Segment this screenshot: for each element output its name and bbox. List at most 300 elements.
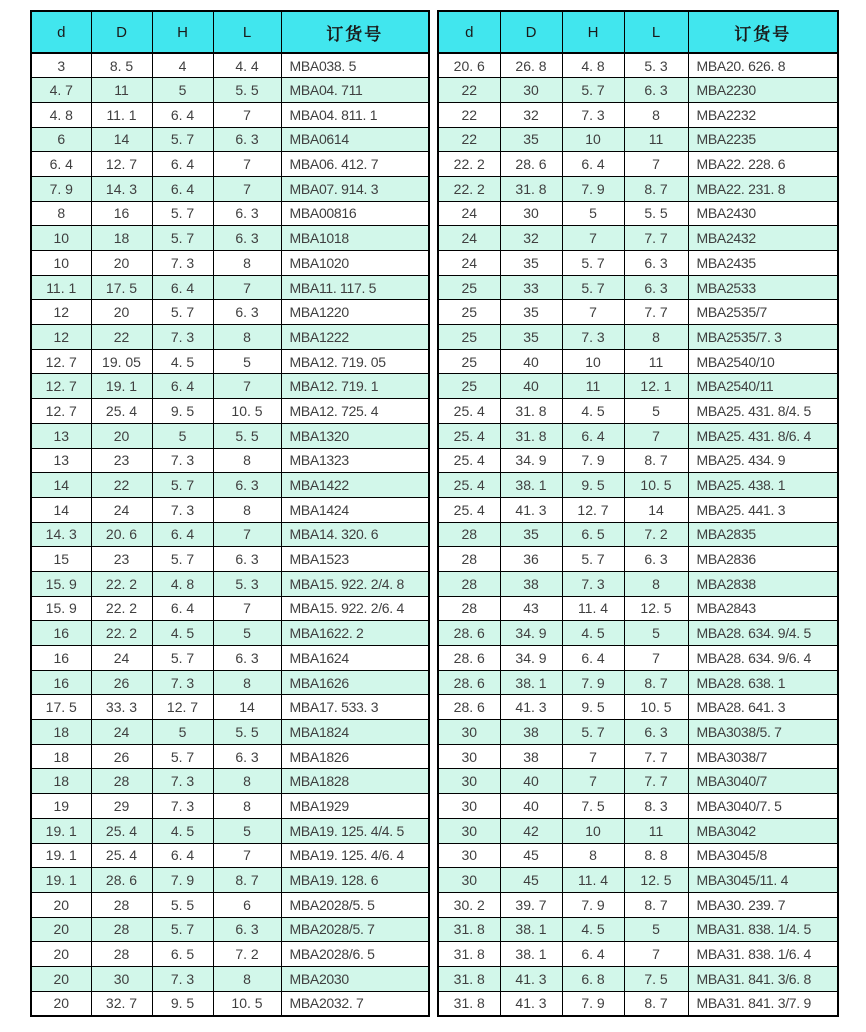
table-row xyxy=(438,251,838,276)
cell-d: 28. 6 xyxy=(438,621,500,646)
cell-l: 8 xyxy=(213,497,281,522)
cell-order-no: MBA1020 xyxy=(281,251,429,276)
cell-h: 4. 5 xyxy=(152,818,213,843)
cell-h: 11. 4 xyxy=(562,868,624,893)
cell-l: 14 xyxy=(213,695,281,720)
table-row xyxy=(31,102,429,127)
cell-h: 7. 3 xyxy=(152,251,213,276)
cell-order-no: MBA2028/5. 7 xyxy=(281,917,429,942)
cell-l: 7. 7 xyxy=(624,226,688,251)
table-row xyxy=(438,991,838,1016)
cell-h: 9. 5 xyxy=(562,473,624,498)
cell-order-no: MBA1422 xyxy=(281,473,429,498)
cell-order-no: MBA2838 xyxy=(688,571,838,596)
table-row xyxy=(31,744,429,769)
cell-h: 10 xyxy=(562,818,624,843)
cell-d: 31. 8 xyxy=(438,991,500,1016)
cell-l: 5 xyxy=(213,349,281,374)
table-row xyxy=(438,547,838,572)
cell-d: 25 xyxy=(438,374,500,399)
cell-h: 7. 3 xyxy=(152,448,213,473)
cell-d: 22 xyxy=(438,102,500,127)
cell-l: 6 xyxy=(213,892,281,917)
cell-d: 41. 3 xyxy=(500,497,562,522)
cell-h: 5. 7 xyxy=(152,473,213,498)
table-row xyxy=(438,497,838,522)
cell-order-no: MBA31. 838. 1/4. 5 xyxy=(688,917,838,942)
cell-order-no: MBA12. 725. 4 xyxy=(281,399,429,424)
cell-order-no: MBA25. 431. 8/4. 5 xyxy=(688,399,838,424)
cell-d: 30 xyxy=(438,868,500,893)
cell-l: 8 xyxy=(213,769,281,794)
cell-d: 25 xyxy=(438,300,500,325)
table-row xyxy=(31,201,429,226)
cell-h: 11. 4 xyxy=(562,596,624,621)
cell-l: 7 xyxy=(213,275,281,300)
cell-order-no: MBA3040/7 xyxy=(688,769,838,794)
cell-d: 35 xyxy=(500,325,562,350)
cell-h: 4. 5 xyxy=(152,349,213,374)
table-row xyxy=(31,892,429,917)
column-header-order-no: 订货号 xyxy=(281,11,429,53)
cell-d: 24 xyxy=(91,720,152,745)
cell-d: 28 xyxy=(438,571,500,596)
cell-order-no: MBA2435 xyxy=(688,251,838,276)
cell-h: 5. 7 xyxy=(152,226,213,251)
cell-order-no: MBA11. 117. 5 xyxy=(281,275,429,300)
cell-order-no: MBA2835 xyxy=(688,522,838,547)
cell-d: 19. 1 xyxy=(91,374,152,399)
table-row xyxy=(438,349,838,374)
table-row xyxy=(438,571,838,596)
cell-l: 8 xyxy=(213,251,281,276)
cell-order-no: MBA14. 320. 6 xyxy=(281,522,429,547)
table-row xyxy=(438,325,838,350)
table-row xyxy=(438,892,838,917)
cell-l: 8. 7 xyxy=(624,176,688,201)
cell-d: 29 xyxy=(91,794,152,819)
cell-order-no: MBA2843 xyxy=(688,596,838,621)
cell-l: 5. 3 xyxy=(213,571,281,596)
table-row xyxy=(438,794,838,819)
cell-order-no: MBA25. 434. 9 xyxy=(688,448,838,473)
cell-order-no: MBA1828 xyxy=(281,769,429,794)
cell-l: 8 xyxy=(213,670,281,695)
cell-l: 11 xyxy=(624,127,688,152)
cell-d: 10 xyxy=(31,251,91,276)
cell-h: 7. 3 xyxy=(152,794,213,819)
cell-d: 39. 7 xyxy=(500,892,562,917)
cell-d: 35 xyxy=(500,522,562,547)
cell-order-no: MBA2028/5. 5 xyxy=(281,892,429,917)
table-row xyxy=(31,942,429,967)
cell-h: 10 xyxy=(562,127,624,152)
cell-order-no: MBA20. 626. 8 xyxy=(688,53,838,78)
table-row xyxy=(438,868,838,893)
cell-l: 6. 3 xyxy=(213,547,281,572)
cell-d: 11 xyxy=(91,78,152,103)
cell-d: 14. 3 xyxy=(31,522,91,547)
cell-d: 30 xyxy=(91,966,152,991)
cell-order-no: MBA3045/8 xyxy=(688,843,838,868)
cell-order-no: MBA28. 641. 3 xyxy=(688,695,838,720)
table-row xyxy=(438,744,838,769)
table-row xyxy=(31,843,429,868)
cell-order-no: MBA2235 xyxy=(688,127,838,152)
cell-d: 24 xyxy=(91,497,152,522)
cell-order-no: MBA28. 638. 1 xyxy=(688,670,838,695)
cell-h: 5 xyxy=(562,201,624,226)
cell-h: 7. 9 xyxy=(152,868,213,893)
cell-l: 12. 5 xyxy=(624,868,688,893)
cell-h: 7. 3 xyxy=(562,571,624,596)
cell-l: 8 xyxy=(624,102,688,127)
cell-h: 7. 9 xyxy=(562,176,624,201)
cell-h: 5. 7 xyxy=(562,720,624,745)
cell-d: 30 xyxy=(438,794,500,819)
cell-l: 10. 5 xyxy=(213,399,281,424)
cell-d: 28 xyxy=(91,892,152,917)
column-header-h: H xyxy=(152,11,213,53)
cell-d: 19. 1 xyxy=(31,843,91,868)
cell-h: 4. 5 xyxy=(152,621,213,646)
cell-order-no: MBA1320 xyxy=(281,423,429,448)
cell-d: 43 xyxy=(500,596,562,621)
cell-d: 28. 6 xyxy=(438,670,500,695)
table-header xyxy=(31,11,429,53)
cell-d: 25. 4 xyxy=(91,399,152,424)
table-row xyxy=(438,53,838,78)
table-row xyxy=(438,843,838,868)
cell-h: 6. 4 xyxy=(152,102,213,127)
table-row xyxy=(31,571,429,596)
column-header-d: d xyxy=(31,11,91,53)
table-row xyxy=(31,917,429,942)
cell-d: 19. 1 xyxy=(31,868,91,893)
cell-h: 7. 3 xyxy=(562,102,624,127)
cell-d: 32. 7 xyxy=(91,991,152,1016)
cell-h: 5. 7 xyxy=(152,127,213,152)
table-row xyxy=(31,448,429,473)
cell-h: 8 xyxy=(562,843,624,868)
cell-d: 16 xyxy=(91,201,152,226)
table-row xyxy=(438,423,838,448)
cell-h: 6. 8 xyxy=(562,966,624,991)
cell-d: 24 xyxy=(438,251,500,276)
table-row xyxy=(438,127,838,152)
cell-d: 26 xyxy=(91,744,152,769)
cell-d: 33. 3 xyxy=(91,695,152,720)
column-header-d: D xyxy=(91,11,152,53)
table-row xyxy=(31,473,429,498)
cell-d: 12. 7 xyxy=(31,374,91,399)
cell-d: 17. 5 xyxy=(91,275,152,300)
table-row xyxy=(31,670,429,695)
cell-l: 4. 4 xyxy=(213,53,281,78)
cell-d: 28 xyxy=(438,596,500,621)
cell-d: 31. 8 xyxy=(500,176,562,201)
table-body xyxy=(31,53,429,1016)
cell-h: 5. 7 xyxy=(562,251,624,276)
cell-d: 41. 3 xyxy=(500,991,562,1016)
cell-d: 45 xyxy=(500,868,562,893)
cell-h: 7 xyxy=(562,744,624,769)
cell-order-no: MBA30. 239. 7 xyxy=(688,892,838,917)
cell-h: 7. 3 xyxy=(152,497,213,522)
cell-d: 12 xyxy=(31,300,91,325)
cell-d: 30 xyxy=(438,769,500,794)
cell-order-no: MBA2535/7. 3 xyxy=(688,325,838,350)
cell-l: 5 xyxy=(624,621,688,646)
table-row xyxy=(31,374,429,399)
cell-d: 30. 2 xyxy=(438,892,500,917)
column-header-d: D xyxy=(500,11,562,53)
cell-d: 22 xyxy=(91,325,152,350)
cell-order-no: MBA28. 634. 9/6. 4 xyxy=(688,646,838,671)
cell-d: 25 xyxy=(438,275,500,300)
table-row xyxy=(31,497,429,522)
cell-h: 7. 3 xyxy=(152,966,213,991)
cell-d: 41. 3 xyxy=(500,695,562,720)
cell-d: 8 xyxy=(31,201,91,226)
cell-h: 6. 4 xyxy=(152,176,213,201)
cell-d: 12. 7 xyxy=(31,399,91,424)
table-row xyxy=(31,695,429,720)
cell-l: 7 xyxy=(213,176,281,201)
cell-d: 8. 5 xyxy=(91,53,152,78)
table-row xyxy=(31,176,429,201)
cell-l: 6. 3 xyxy=(213,473,281,498)
table-row xyxy=(31,868,429,893)
table-row xyxy=(31,399,429,424)
cell-l: 5 xyxy=(213,621,281,646)
cell-d: 20 xyxy=(31,966,91,991)
cell-l: 7 xyxy=(213,102,281,127)
cell-d: 19. 05 xyxy=(91,349,152,374)
cell-d: 24 xyxy=(91,646,152,671)
cell-d: 19 xyxy=(31,794,91,819)
table-row xyxy=(31,720,429,745)
table-row xyxy=(31,78,429,103)
cell-order-no: MBA0614 xyxy=(281,127,429,152)
cell-l: 5. 5 xyxy=(213,78,281,103)
table-row xyxy=(31,818,429,843)
cell-d: 38 xyxy=(500,720,562,745)
cell-d: 15. 9 xyxy=(31,571,91,596)
table-row xyxy=(438,275,838,300)
table-row xyxy=(31,966,429,991)
table-row xyxy=(438,374,838,399)
cell-d: 35 xyxy=(500,251,562,276)
cell-d: 10 xyxy=(31,226,91,251)
cell-l: 7 xyxy=(213,152,281,177)
cell-l: 10. 5 xyxy=(624,473,688,498)
cell-order-no: MBA31. 841. 3/6. 8 xyxy=(688,966,838,991)
cell-l: 8 xyxy=(624,571,688,596)
cell-d: 28 xyxy=(91,917,152,942)
cell-d: 20 xyxy=(91,300,152,325)
cell-d: 20 xyxy=(31,917,91,942)
cell-d: 18 xyxy=(31,769,91,794)
table-row xyxy=(438,78,838,103)
cell-order-no: MBA2540/11 xyxy=(688,374,838,399)
table-row xyxy=(438,448,838,473)
cell-order-no: MBA2030 xyxy=(281,966,429,991)
cell-order-no: MBA1424 xyxy=(281,497,429,522)
cell-order-no: MBA12. 719. 1 xyxy=(281,374,429,399)
cell-d: 25. 4 xyxy=(91,843,152,868)
table-row xyxy=(31,349,429,374)
cell-d: 36 xyxy=(500,547,562,572)
cell-d: 20 xyxy=(31,892,91,917)
cell-l: 6. 3 xyxy=(213,201,281,226)
table-row xyxy=(31,646,429,671)
cell-order-no: MBA15. 922. 2/4. 8 xyxy=(281,571,429,596)
cell-h: 11 xyxy=(562,374,624,399)
cell-order-no: MBA3042 xyxy=(688,818,838,843)
cell-l: 7. 7 xyxy=(624,769,688,794)
table-row xyxy=(31,423,429,448)
cell-l: 5. 5 xyxy=(213,423,281,448)
cell-order-no: MBA28. 634. 9/4. 5 xyxy=(688,621,838,646)
table-row xyxy=(438,917,838,942)
cell-d: 40 xyxy=(500,349,562,374)
table-row xyxy=(31,991,429,1016)
cell-l: 8. 7 xyxy=(624,991,688,1016)
cell-h: 4. 5 xyxy=(562,399,624,424)
cell-d: 11. 1 xyxy=(31,275,91,300)
cell-d: 31. 8 xyxy=(438,966,500,991)
cell-d: 35 xyxy=(500,127,562,152)
cell-d: 38 xyxy=(500,571,562,596)
table-header xyxy=(438,11,838,53)
cell-h: 5. 7 xyxy=(562,275,624,300)
cell-h: 5. 7 xyxy=(562,547,624,572)
cell-l: 7 xyxy=(624,152,688,177)
cell-h: 6. 4 xyxy=(562,942,624,967)
cell-l: 7. 2 xyxy=(213,942,281,967)
table-row xyxy=(438,176,838,201)
column-header-l: L xyxy=(213,11,281,53)
cell-d: 23 xyxy=(91,448,152,473)
cell-order-no: MBA2533 xyxy=(688,275,838,300)
cell-d: 11. 1 xyxy=(91,102,152,127)
cell-order-no: MBA1622. 2 xyxy=(281,621,429,646)
cell-l: 7 xyxy=(624,646,688,671)
header-row xyxy=(31,11,429,53)
cell-l: 8. 7 xyxy=(624,448,688,473)
cell-d: 28. 6 xyxy=(438,695,500,720)
table-row xyxy=(438,152,838,177)
cell-order-no: MBA1824 xyxy=(281,720,429,745)
cell-h: 5 xyxy=(152,78,213,103)
cell-d: 4. 8 xyxy=(31,102,91,127)
table-row xyxy=(438,670,838,695)
cell-h: 12. 7 xyxy=(152,695,213,720)
spec-table-right xyxy=(437,10,839,1017)
cell-d: 45 xyxy=(500,843,562,868)
cell-d: 22. 2 xyxy=(438,152,500,177)
cell-h: 7. 9 xyxy=(562,448,624,473)
cell-d: 40 xyxy=(500,769,562,794)
cell-l: 8. 8 xyxy=(624,843,688,868)
cell-h: 7. 9 xyxy=(562,892,624,917)
table-row xyxy=(438,226,838,251)
column-header-h: H xyxy=(562,11,624,53)
cell-l: 6. 3 xyxy=(213,744,281,769)
cell-order-no: MBA3038/7 xyxy=(688,744,838,769)
cell-l: 7 xyxy=(213,522,281,547)
cell-d: 14 xyxy=(91,127,152,152)
cell-l: 8. 7 xyxy=(213,868,281,893)
cell-h: 7 xyxy=(562,300,624,325)
cell-l: 7 xyxy=(213,843,281,868)
cell-d: 30 xyxy=(438,744,500,769)
cell-order-no: MBA00816 xyxy=(281,201,429,226)
cell-l: 7 xyxy=(624,942,688,967)
table-row xyxy=(438,769,838,794)
cell-l: 7. 5 xyxy=(624,966,688,991)
cell-h: 7. 3 xyxy=(562,325,624,350)
cell-order-no: MBA19. 125. 4/6. 4 xyxy=(281,843,429,868)
cell-h: 6. 4 xyxy=(152,522,213,547)
cell-d: 25 xyxy=(438,325,500,350)
table-row xyxy=(438,818,838,843)
cell-order-no: MBA19. 125. 4/4. 5 xyxy=(281,818,429,843)
cell-d: 33 xyxy=(500,275,562,300)
cell-d: 31. 8 xyxy=(500,423,562,448)
cell-h: 6. 4 xyxy=(562,152,624,177)
cell-l: 10. 5 xyxy=(213,991,281,1016)
table-row xyxy=(438,102,838,127)
cell-order-no: MBA3038/5. 7 xyxy=(688,720,838,745)
cell-d: 23 xyxy=(91,547,152,572)
cell-h: 7. 5 xyxy=(562,794,624,819)
cell-h: 6. 4 xyxy=(152,374,213,399)
cell-h: 7. 3 xyxy=(152,670,213,695)
cell-h: 5. 5 xyxy=(152,892,213,917)
cell-l: 5. 5 xyxy=(213,720,281,745)
cell-d: 31. 8 xyxy=(438,917,500,942)
cell-d: 13 xyxy=(31,448,91,473)
cell-h: 5 xyxy=(152,720,213,745)
cell-l: 5 xyxy=(624,917,688,942)
cell-d: 18 xyxy=(31,744,91,769)
cell-d: 38. 1 xyxy=(500,473,562,498)
cell-h: 6. 4 xyxy=(152,152,213,177)
cell-l: 6. 3 xyxy=(213,300,281,325)
cell-h: 5. 7 xyxy=(152,646,213,671)
cell-order-no: MBA3045/11. 4 xyxy=(688,868,838,893)
cell-h: 9. 5 xyxy=(152,399,213,424)
cell-d: 32 xyxy=(500,102,562,127)
cell-d: 20 xyxy=(91,423,152,448)
cell-d: 38. 1 xyxy=(500,917,562,942)
cell-h: 5. 7 xyxy=(152,201,213,226)
cell-h: 4. 8 xyxy=(152,571,213,596)
cell-d: 41. 3 xyxy=(500,966,562,991)
cell-l: 7 xyxy=(624,423,688,448)
cell-d: 28. 6 xyxy=(500,152,562,177)
cell-d: 20 xyxy=(91,251,152,276)
table-row xyxy=(31,251,429,276)
cell-h: 12. 7 xyxy=(562,497,624,522)
cell-d: 25. 4 xyxy=(438,399,500,424)
cell-d: 18 xyxy=(91,226,152,251)
table-row xyxy=(31,53,429,78)
cell-d: 24 xyxy=(438,201,500,226)
cell-d: 16 xyxy=(31,670,91,695)
